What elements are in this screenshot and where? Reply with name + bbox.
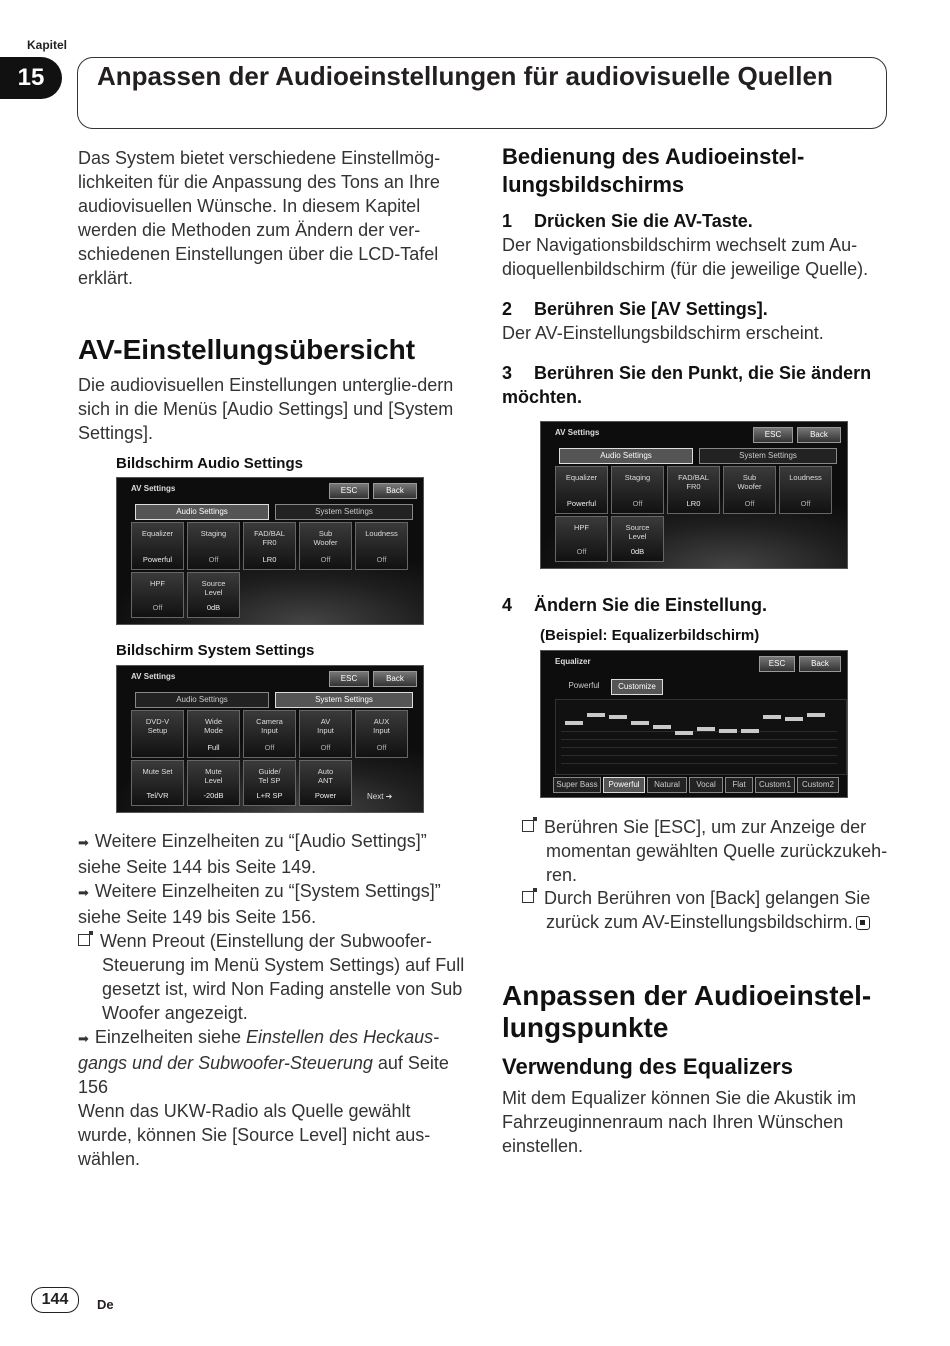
step-1: 1 Drücken Sie die AV-Taste. [502,211,753,231]
screen-title: AV Settings [131,484,176,493]
tab-audio-settings: Audio Settings [559,448,693,464]
eq-band-bar [741,729,759,733]
tile-fad-bal: FAD/BAL FR0 LR0 [667,466,720,514]
step-2-description: Der AV-Einstellungsbildschirm erscheint. [502,323,824,343]
esc-button: ESC [753,427,793,443]
tile-loudness: Loudness Off [355,522,408,570]
back-button: Back [373,671,417,687]
tile-staging: Staging Off [611,466,664,514]
equalizer-description: Mit dem Equalizer können Sie die Akustik im Fahrzeuginnenraum nach Ihren Wünschen einstellen. [502,1088,857,1156]
language-code: De [97,1297,114,1312]
eq-grid-line [561,763,837,764]
next-button: Next ➔ [367,792,393,801]
tile-sub-woofer: Sub Woofer Off [723,466,776,514]
tab-system-settings: System Settings [699,448,837,464]
eq-band-bar [675,731,693,735]
tile-fad-bal: FAD/BAL FR0 LR0 [243,522,296,570]
tile-hpf: HPF Off [555,516,608,562]
eq-tab-powerful: Powerful [568,681,600,690]
esc-button: ESC [759,656,795,672]
note-preout: Wenn Preout (Einstellung der Subwoofer-Steuerung im Menü System Settings) auf Full gesetzt ist, wird Non Fading anstelle von Sub Woofer angezeigt. [78,929,468,1025]
screen-title: AV Settings [131,672,176,681]
note-bullet-icon [78,934,90,946]
eq-preset-natural: Natural [647,777,687,793]
eq-band-bar [763,715,781,719]
section-heading-operation: Bedienung des Audioeinstel-lungsbildschirms [502,144,805,197]
eq-tab-customize: Customize [611,679,663,695]
eq-band-bar [807,713,825,717]
eq-grid-line [561,755,837,756]
caption-audio-settings: Bildschirm Audio Settings [116,455,303,472]
step-2: 2 Berühren Sie [AV Settings]. [502,299,768,319]
references-block [78,829,468,1171]
eq-band-bar [609,715,627,719]
step-4: 4 Ändern Sie die Einstellung. [502,595,768,615]
eq-preset-flat: Flat [725,777,753,793]
back-button: Back [799,656,841,672]
eq-band-bar [565,721,583,725]
screen-title: AV Settings [555,428,600,437]
step-3: 3 Berühren Sie den Punkt, die Sie ändern möchten. [502,363,872,407]
page-number: 144 [31,1287,79,1313]
bullet-esc: Berühren Sie [ESC], um zur Anzeige der momentan gewählten Quelle zurückzukeh-ren. [522,815,911,887]
tile-mute-level: Mute Level -20dB [187,760,240,806]
eq-preset-super-bass: Super Bass [553,777,601,793]
tile-aux-input: AUX Input Off [355,710,408,758]
eq-preset-powerful: Powerful [603,777,645,793]
reference-system-settings: ➡ Weitere Einzelheiten zu “[System Settings]” siehe Seite 149 bis Seite 156. [78,879,468,929]
note-radio: Wenn das UKW-Radio als Quelle gewählt wurde, können Sie [Source Level] nicht aus-wählen. [78,1101,431,1169]
eq-band-bar [719,729,737,733]
tab-audio-settings: Audio Settings [135,692,269,708]
tile-wide-mode: Wide Mode Full [187,710,240,758]
note-bullet-icon [522,820,534,832]
section-heading-adjust: Anpassen der Audioeinstel-lungspunkte [502,980,872,1043]
tab-system-settings: System Settings [275,504,413,520]
intro-paragraph: Das System bietet verschiedene Einstellmög-lichkeiten für die Anpassung des Tons an Ihre audiovisuellen Wünsche. In diesem Kapitel werden die Methoden zum Ändern der ver-schiedenen Einstellungen über die LCD-Tafel erklärt. [78,148,441,288]
reference-audio-settings: ➡ Weitere Einzelheiten zu “[Audio Settings]” siehe Seite 144 bis Seite 149. [78,829,468,879]
tile-hpf: HPF Off [131,572,184,618]
tile-mute-set: Mute Set Tel/VR [131,760,184,806]
eq-band-bar [587,713,605,717]
tile-staging: Staging Off [187,522,240,570]
tile-source-level: Source Level 0dB [611,516,664,562]
tile-guide-tel-sp: Guide/ Tel SP L+R SP [243,760,296,806]
tile-auto-ant: Auto ANT Power [299,760,352,806]
tile-sub-woofer: Sub Woofer Off [299,522,352,570]
bullet-back: Durch Berühren von [Back] gelangen Sie zurück zum AV-Einstellungsbildschirm. [522,886,911,934]
equalizer-screenshot [540,650,848,798]
section-heading-overview: AV-Einstellungsübersicht [78,334,416,365]
eq-grid-line [561,739,837,740]
screen-title: Equalizer [555,657,591,666]
kapitel-label: Kapitel [27,38,68,52]
caption-equalizer-example: (Beispiel: Equalizerbildschirm) [540,627,760,644]
tab-system-settings: System Settings [275,692,413,708]
system-settings-screenshot [116,665,424,813]
back-button: Back [797,427,841,443]
eq-band-bar [697,727,715,731]
end-of-section-icon [856,916,870,930]
tile-av-input: AV Input Off [299,710,352,758]
eq-band-bar [653,725,671,729]
eq-band-bar [785,717,803,721]
tile-equalizer: Equalizer Powerful [555,466,608,514]
tile-camera-input: Camera Input Off [243,710,296,758]
chapter-number: 15 [0,57,62,99]
eq-grid-line [561,747,837,748]
tab-audio-settings: Audio Settings [135,504,269,520]
caption-system-settings: Bildschirm System Settings [116,642,315,659]
reference-heckausgang: ➡ Einzelheiten siehe Einstellen des Heckaus-gangs und der Subwoofer-Steuerung auf Seite 156 [78,1025,468,1099]
esc-button: ESC [329,483,369,499]
overview-paragraph: Die audiovisuellen Einstellungen unterglie-dern sich in die Menüs [Audio Settings] und [System Settings]. [78,375,454,443]
eq-band-bar [631,721,649,725]
subsection-heading-equalizer: Verwendung des Equalizers [502,1054,793,1079]
audio-settings-screenshot [116,477,424,625]
note-bullet-icon [522,891,534,903]
tile-loudness: Loudness Off [779,466,832,514]
eq-preset-custom2: Custom2 [797,777,839,793]
eq-preset-custom1: Custom1 [755,777,795,793]
esc-button: ESC [329,671,369,687]
tile-dvd-v-setup: DVD-V Setup [131,710,184,758]
eq-grid-line [561,731,837,732]
page-title: Anpassen der Audioeinstellungen für audiovisuelle Quellen [97,61,833,91]
tile-source-level: Source Level 0dB [187,572,240,618]
tile-equalizer: Equalizer Powerful [131,522,184,570]
step-1-description: Der Navigationsbildschirm wechselt zum Au-dioquellenbildschirm (für die jeweilige Quelle). [502,235,869,279]
audio-settings-screenshot-step3 [540,421,848,569]
eq-preset-vocal: Vocal [689,777,723,793]
back-button: Back [373,483,417,499]
